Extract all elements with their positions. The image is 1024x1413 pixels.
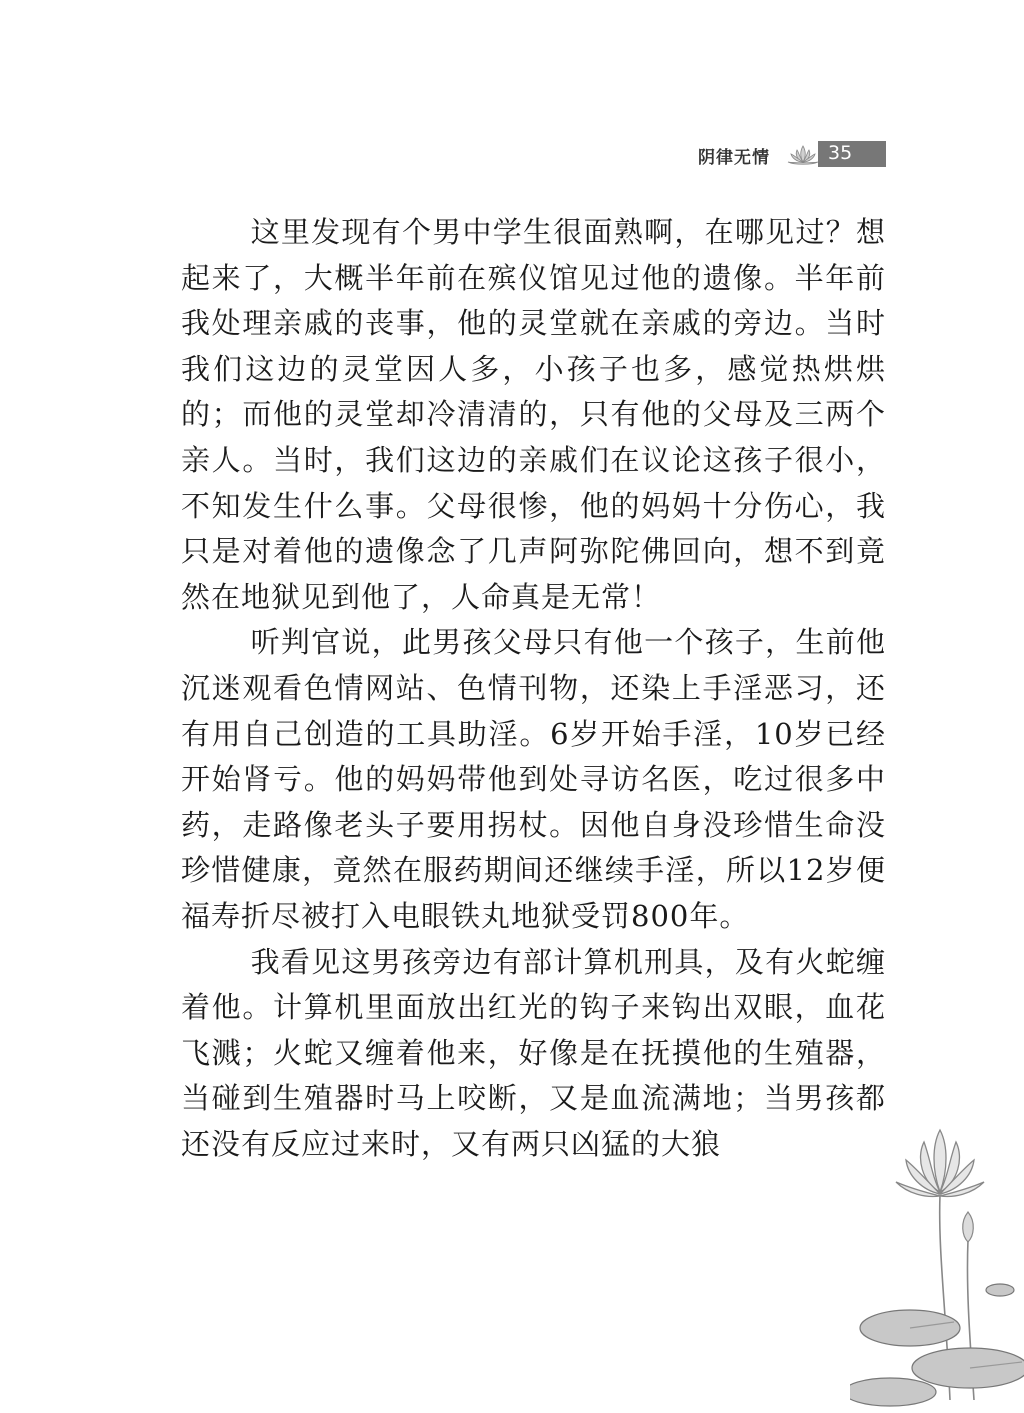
page-number: 35 [828, 142, 853, 164]
paragraph-2: 听判官说，此男孩父母只有他一个孩子，生前他沉迷观看色情网站、色情刊物，还染上手淫恶习，还有用自己创造的工具助淫。6岁开始手淫，10岁已经开始肾亏。他的妈妈带他到处寻访名医，吃过很多中药，走路像老头子要用拐杖。因他自身没珍惜生命没珍惜健康，竟然在服药期间还继续手淫，所以12岁便福寿折尽被打入电眼铁丸地狱受罚800年。 [181, 625, 886, 933]
running-title: 阴律无情 [698, 148, 770, 168]
lotus-flower-icon [896, 1130, 984, 1196]
body-text [181, 210, 886, 1167]
running-header [690, 140, 886, 168]
lily-pad [912, 1348, 1024, 1388]
lily-pad [986, 1284, 1014, 1296]
lotus-icon [786, 142, 820, 166]
paragraph-1: 这里发现有个男中学生很面熟啊，在哪见过？想起来了，大概半年前在殡仪馆见过他的遗像。半年前我处理亲戚的丧事，他的灵堂就在亲戚的旁边。当时我们这边的灵堂因人多，小孩子也多，感觉热烘烘的；而他的灵堂却冷清清的，只有他的父母及三两个亲人。当时，我们这边的亲戚们在议论这孩子很小，不知发生什么事。父母很惨，他的妈妈十分伤心，我只是对着他的遗像念了几声阿弥陀佛回向，想不到竟然在地狱见到他了，人命真是无常！ [181, 215, 886, 614]
lotus-bud-icon [963, 1212, 974, 1242]
lotus-pond-illustration [850, 1100, 1024, 1413]
paragraph-3: 我看见这男孩旁边有部计算机刑具，及有火蛇缠着他。计算机里面放出红光的钩子来钩出双眼，血花飞溅；火蛇又缠着他来，好像是在抚摸他的生殖器，当碰到生殖器时马上咬断，又是血流满地；当男孩都还没有反应过来时，又有两只凶猛的大狼 [181, 944, 886, 1161]
page-number-box [818, 141, 886, 167]
lily-pad [850, 1378, 936, 1406]
